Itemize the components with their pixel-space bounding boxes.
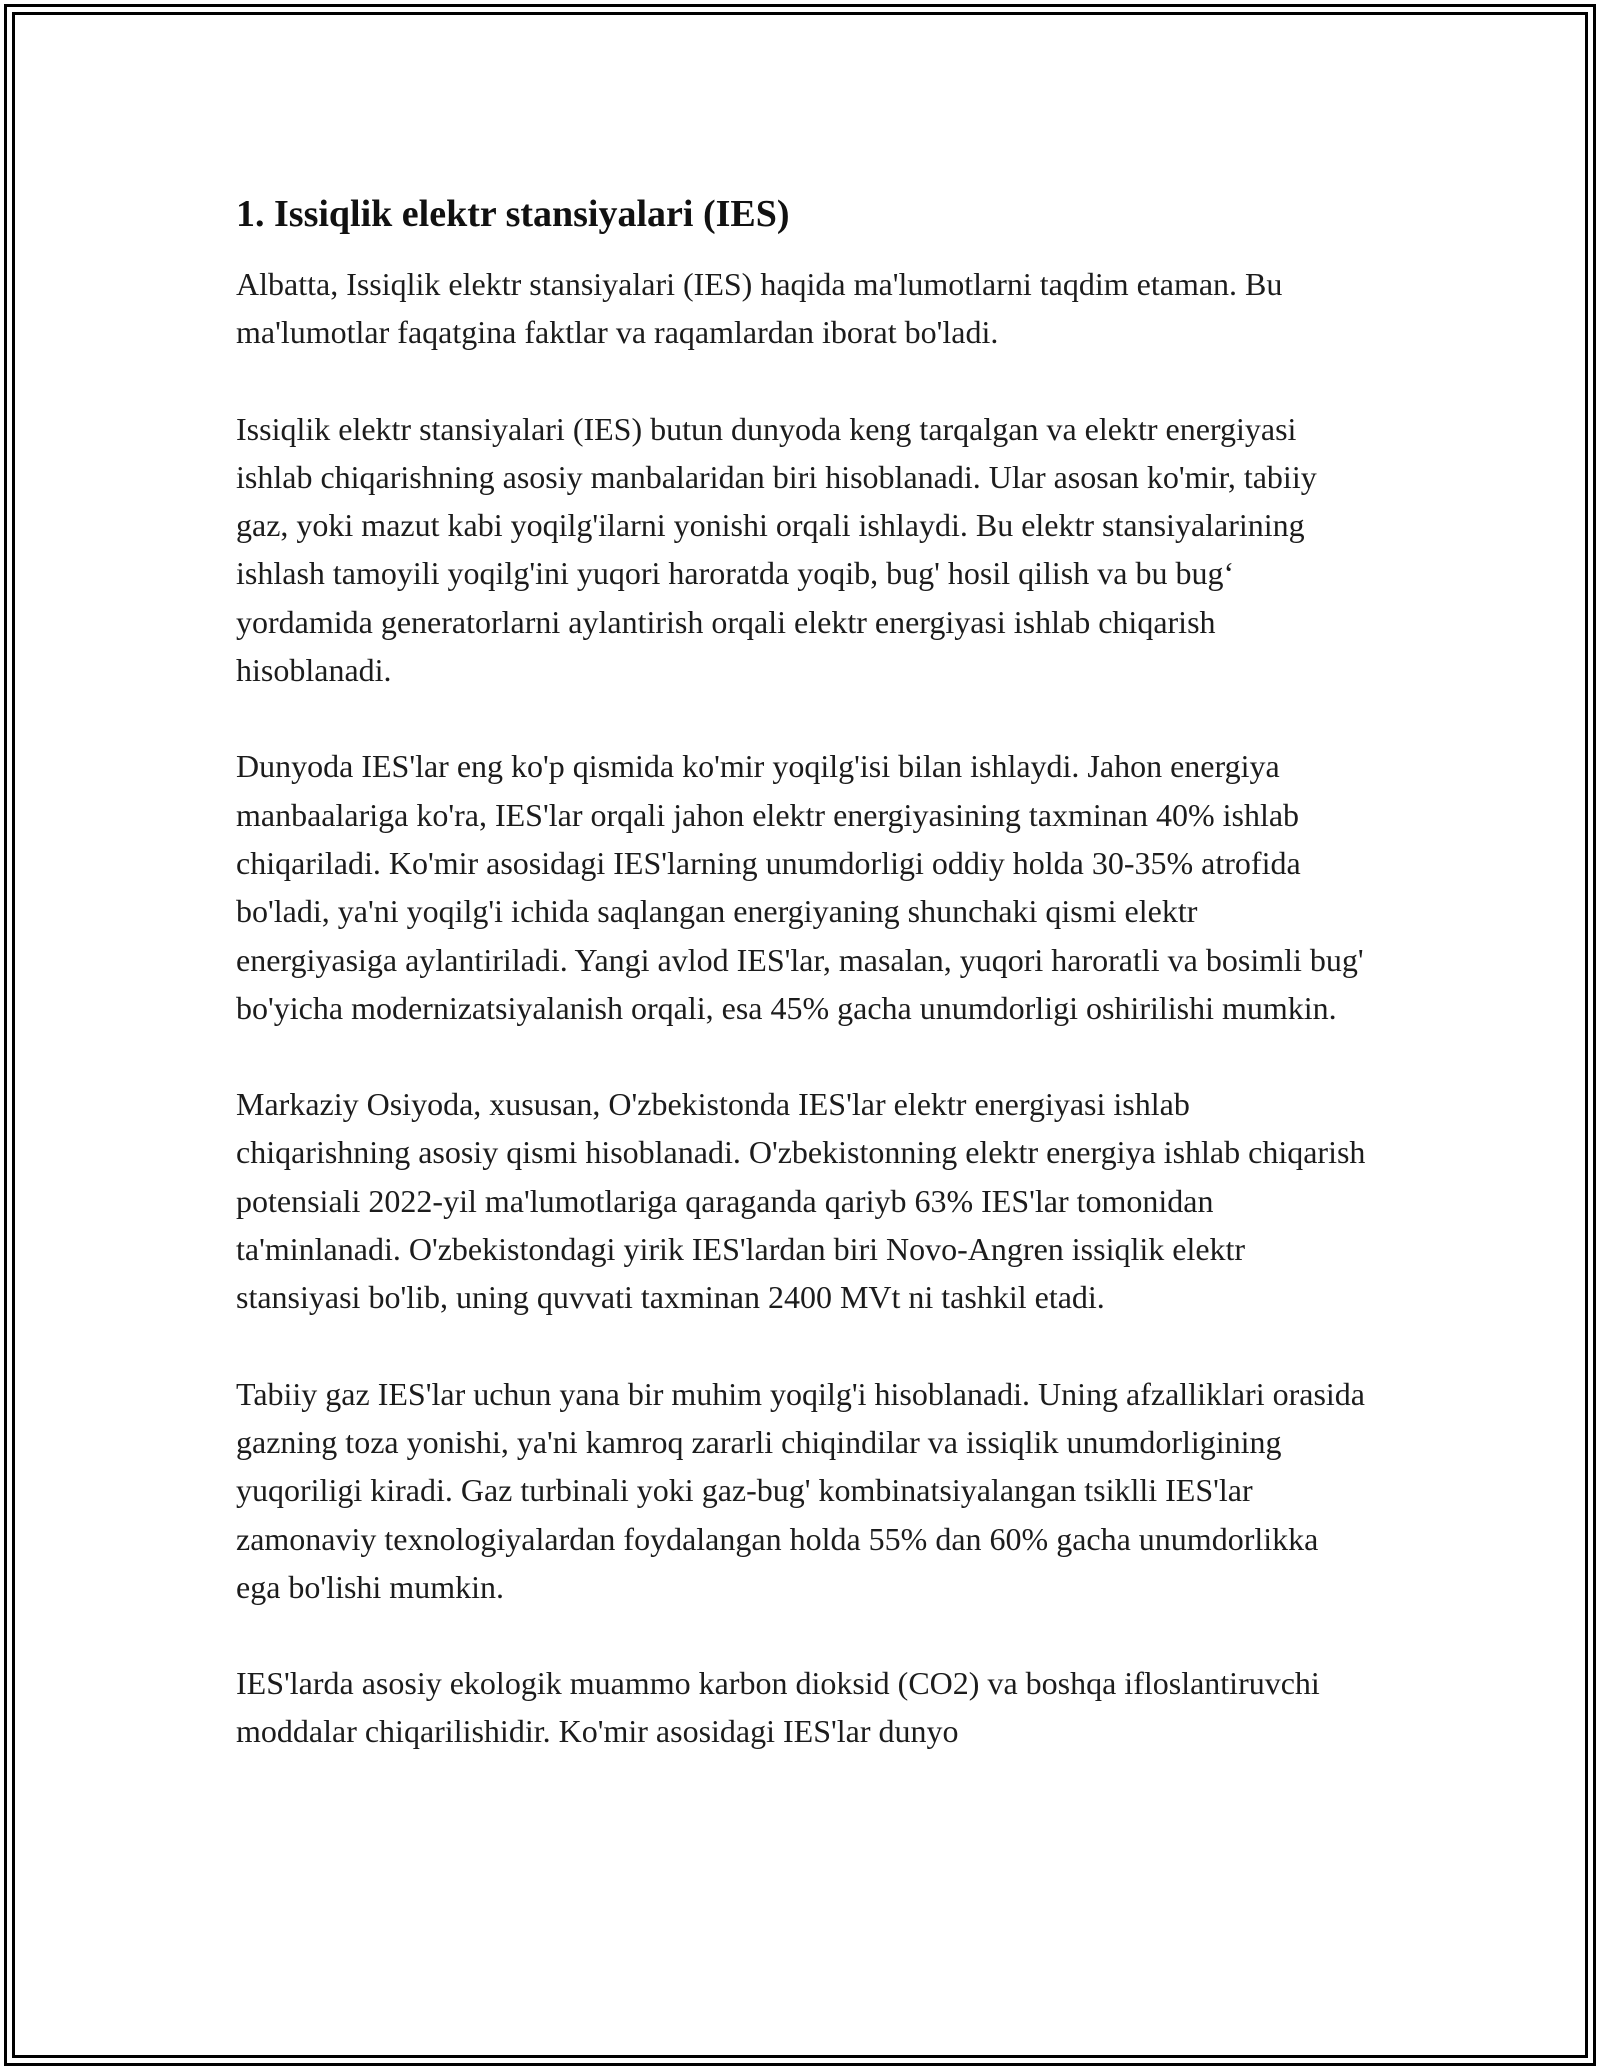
paragraph-coal: Dunyoda IES'lar eng ko'p qismida ko'mir yoqilg'isi bilan ishlaydi. Jahon energiya manbaalariga ko'ra, IES'lar orqali jahon elektr energiyasining taxminan 40% ishlab chiqariladi. Ko'mir asosidagi IES'larning unumdorligi oddiy holda 30-35% atrofida bo'ladi, ya'ni yoqilg'i ichida saqlangan energiyaning shunchaki qismi elektr energiyasiga aylantiriladi. Yangi avlod IES'lar, masalan, yuqori haroratli va bosimli bug' bo'yicha modernizatsiyalanish orqali, esa 45% gacha unumdorligi oshirilishi mumkin.: [236, 748, 1364, 1026]
paragraph-intro: Albatta, Issiqlik elektr stansiyalari (IES) haqida ma'lumotlarni taqdim etaman. Bu ma'lumotlar faqatgina faktlar va raqamlardan iborat bo'ladi.: [236, 266, 1283, 351]
paragraph-overview: Issiqlik elektr stansiyalari (IES) butun dunyoda keng tarqalgan va elektr energiyasi ishlab chiqarishning asosiy manbalaridan biri hisoblanadi. Ular asosan ko'mir, tabiiy gaz, yoki mazut kabi yoqilg'ilarni yonishi orqali ishlaydi. Bu elektr stansiyalarining ishlash tamoyili yoqilg'ini yuqori haroratda yoqib, bug' hosil qilish va bu bug‘ yordamida generatorlarni aylantirish orqali elektr energiyasi ishlab chiqarish hisoblanadi.: [236, 410, 1317, 689]
paragraph-natural-gas: Tabiiy gaz IES'lar uchun yana bir muhim yoqilg'i hisoblanadi. Uning afzalliklari orasida gazning toza yonishi, ya'ni kamroq zararli chiqindilar va issiqlik unumdorligining yuqoriligi kiradi. Gaz turbinali yoki gaz-bug' kombinatsiyalangan tsiklli IES'lar zamonaviy texnologiyalardan foydalangan holda 55% dan 60% gacha unumdorlikka ega bo'lishi mumkin.: [236, 1375, 1365, 1605]
section-heading: 1. Issiqlik elektr stansiyalari (IES): [236, 193, 790, 235]
paragraph-ecology: IES'larda asosiy ekologik muammo karbon dioksid (CO2) va boshqa ifloslantiruvchi moddalar chiqarilishidir. Ko'mir asosidagi IES'lar dunyo: [236, 1665, 1320, 1750]
paragraph-uzbekistan: Markaziy Osiyoda, xususan, O'zbekistonda IES'lar elektr energiyasi ishlab chiqarishning asosiy qismi hisoblanadi. O'zbekistonning elektr energiya ishlab chiqarish potensiali 2022-yil ma'lumotlariga qaraganda qariyb 63% IES'lar tomonidan ta'minlanadi. O'zbekistondagi yirik IES'lardan biri Novo-Angren issiqlik elektr stansiyasi bo'lib, uning quvvati taxminan 2400 MVt ni tashkil etadi.: [236, 1086, 1366, 1316]
document-body: [236, 188, 1366, 1804]
